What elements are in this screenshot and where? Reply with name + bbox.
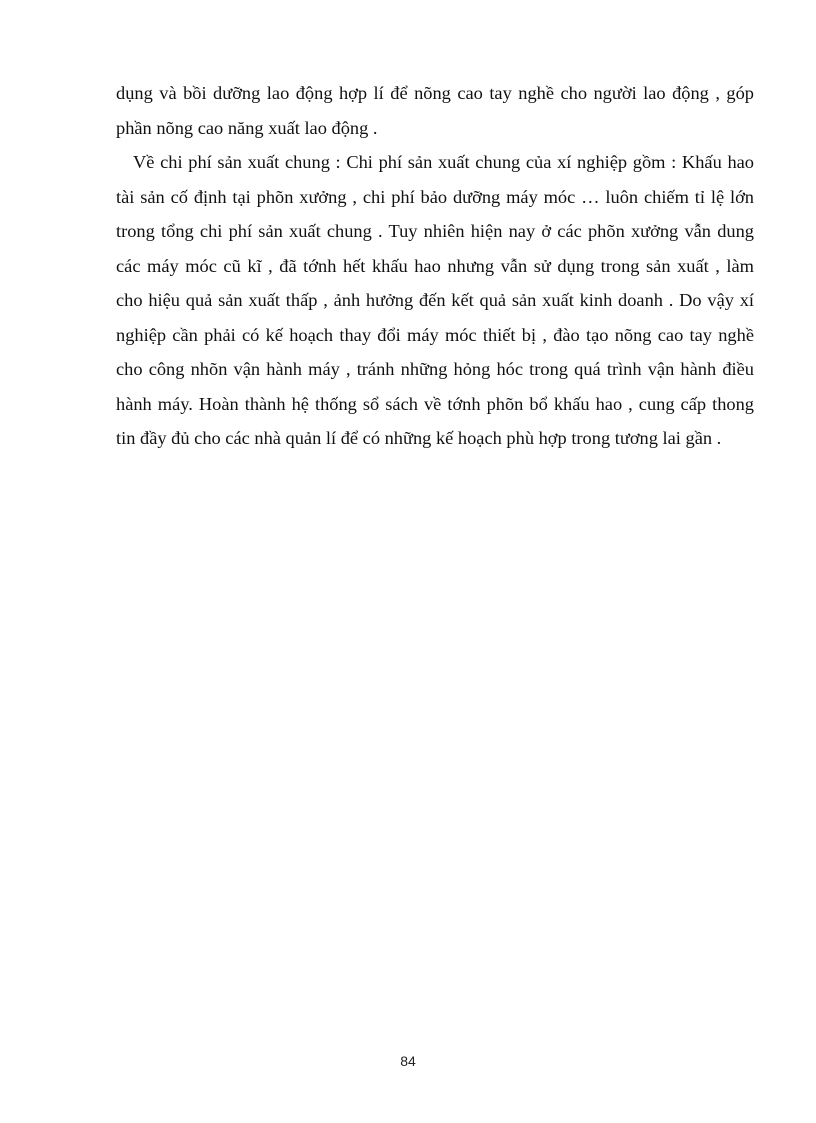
text-line: cho công nhõn vận hành máy , tránh những hỏng hóc trong quá trình vận hành điều — [116, 359, 754, 379]
text-line: phần nõng cao năng xuất lao động . — [116, 117, 378, 138]
text-line: tài sản cố định tại phõn xưởng , chi phí bảo dưỡng máy móc … luôn chiếm tỉ lệ lớn — [116, 186, 754, 207]
text-line: nghiệp cần phải có kế hoạch thay đổi máy móc thiết bị , đào tạo nõng cao tay nghề — [116, 324, 754, 345]
text-line: trong tổng chi phí sản xuất chung . Tuy nhiên hiện nay ở các phõn xưởng vẫn dung — [116, 221, 754, 241]
page-number: 84 — [400, 1053, 416, 1069]
paragraph-1 — [116, 76, 754, 145]
body-text — [116, 76, 754, 456]
text-line: dụng và bồi dưỡng lao động hợp lí để nõng cao tay nghề cho người lao động , góp — [116, 83, 754, 103]
text-line: cho hiệu quả sản xuất thấp , ảnh hưởng đến kết quả sản xuất kinh doanh . Do vậy xí — [116, 290, 754, 310]
text-line: tin đầy đủ cho các nhà quản lí để có những kế hoạch phù hợp trong tương lai gần . — [116, 428, 722, 448]
text-line: các máy móc cũ kĩ , đã tớnh hết khấu hao nhưng vẫn sử dụng trong sản xuất , làm — [116, 255, 754, 276]
paragraph-2 — [116, 145, 754, 456]
text-line: Về chi phí sản xuất chung : Chi phí sản xuất chung của xí nghiệp gồm : Khấu hao — [133, 152, 754, 172]
text-line: hành máy. Hoàn thành hệ thống sổ sách về tớnh phõn bổ khấu hao , cung cấp thong — [116, 393, 754, 414]
